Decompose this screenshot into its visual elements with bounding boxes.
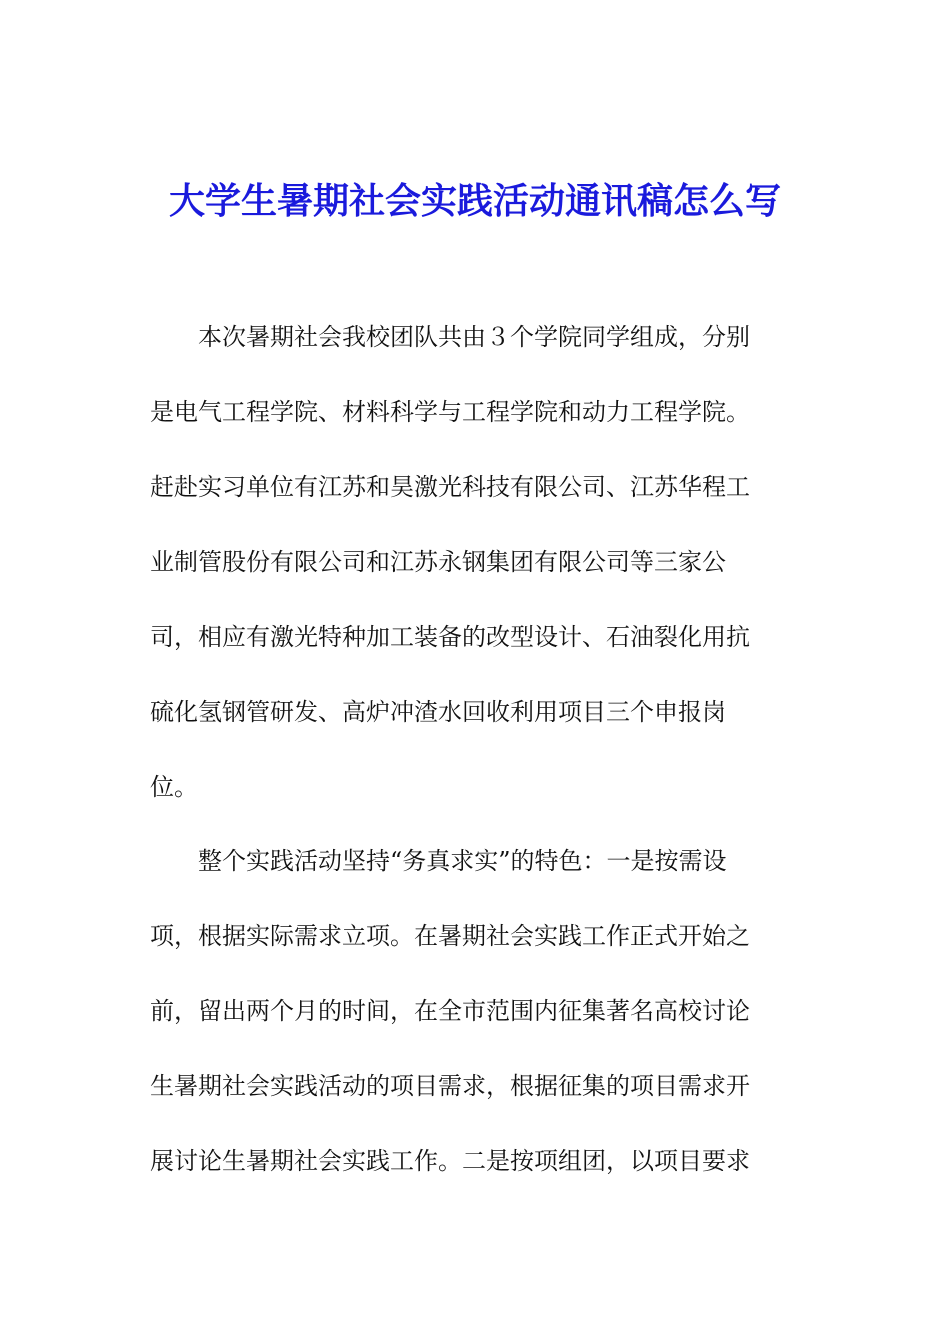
paragraph-1-line: 是电气工程学院、材料科学与工程学院和动力工程学院。 <box>150 398 750 426</box>
paragraph-2-line: 前，留出两个月的时间，在全市范围内征集著名高校讨论 <box>150 997 750 1025</box>
paragraph-2-line: 整个实践活动坚持“务真求实”的特色：一是按需设 <box>198 847 727 875</box>
paragraph-2-line: 项，根据实际需求立项。在暑期社会实践工作正式开始之 <box>150 922 750 950</box>
paragraph-1-line: 司，相应有激光特种加工装备的改型设计、石油裂化用抗 <box>150 623 750 651</box>
paragraph-2-line: 生暑期社会实践活动的项目需求，根据征集的项目需求开 <box>150 1072 750 1100</box>
paragraph-2 <box>150 841 795 1216</box>
paragraph-1-line: 硫化氢钢管研发、高炉冲渣水回收利用项目三个申报岗 <box>150 698 726 726</box>
paragraph-1-line: 本次暑期社会我校团队共由３个学院同学组成，分别 <box>198 323 750 351</box>
paragraph-1-line: 位。 <box>150 773 198 801</box>
document-title: 大学生暑期社会实践活动通讯稿怎么写 <box>168 181 781 222</box>
paragraph-1 <box>150 317 795 842</box>
paragraph-2-line: 展讨论生暑期社会实践工作。二是按项组团，以项目要求 <box>150 1147 750 1175</box>
paragraph-1-line: 业制管股份有限公司和江苏永钢集团有限公司等三家公 <box>150 548 726 576</box>
paragraph-1-line: 赶赴实习单位有江苏和昊激光科技有限公司、江苏华程工 <box>150 473 750 501</box>
